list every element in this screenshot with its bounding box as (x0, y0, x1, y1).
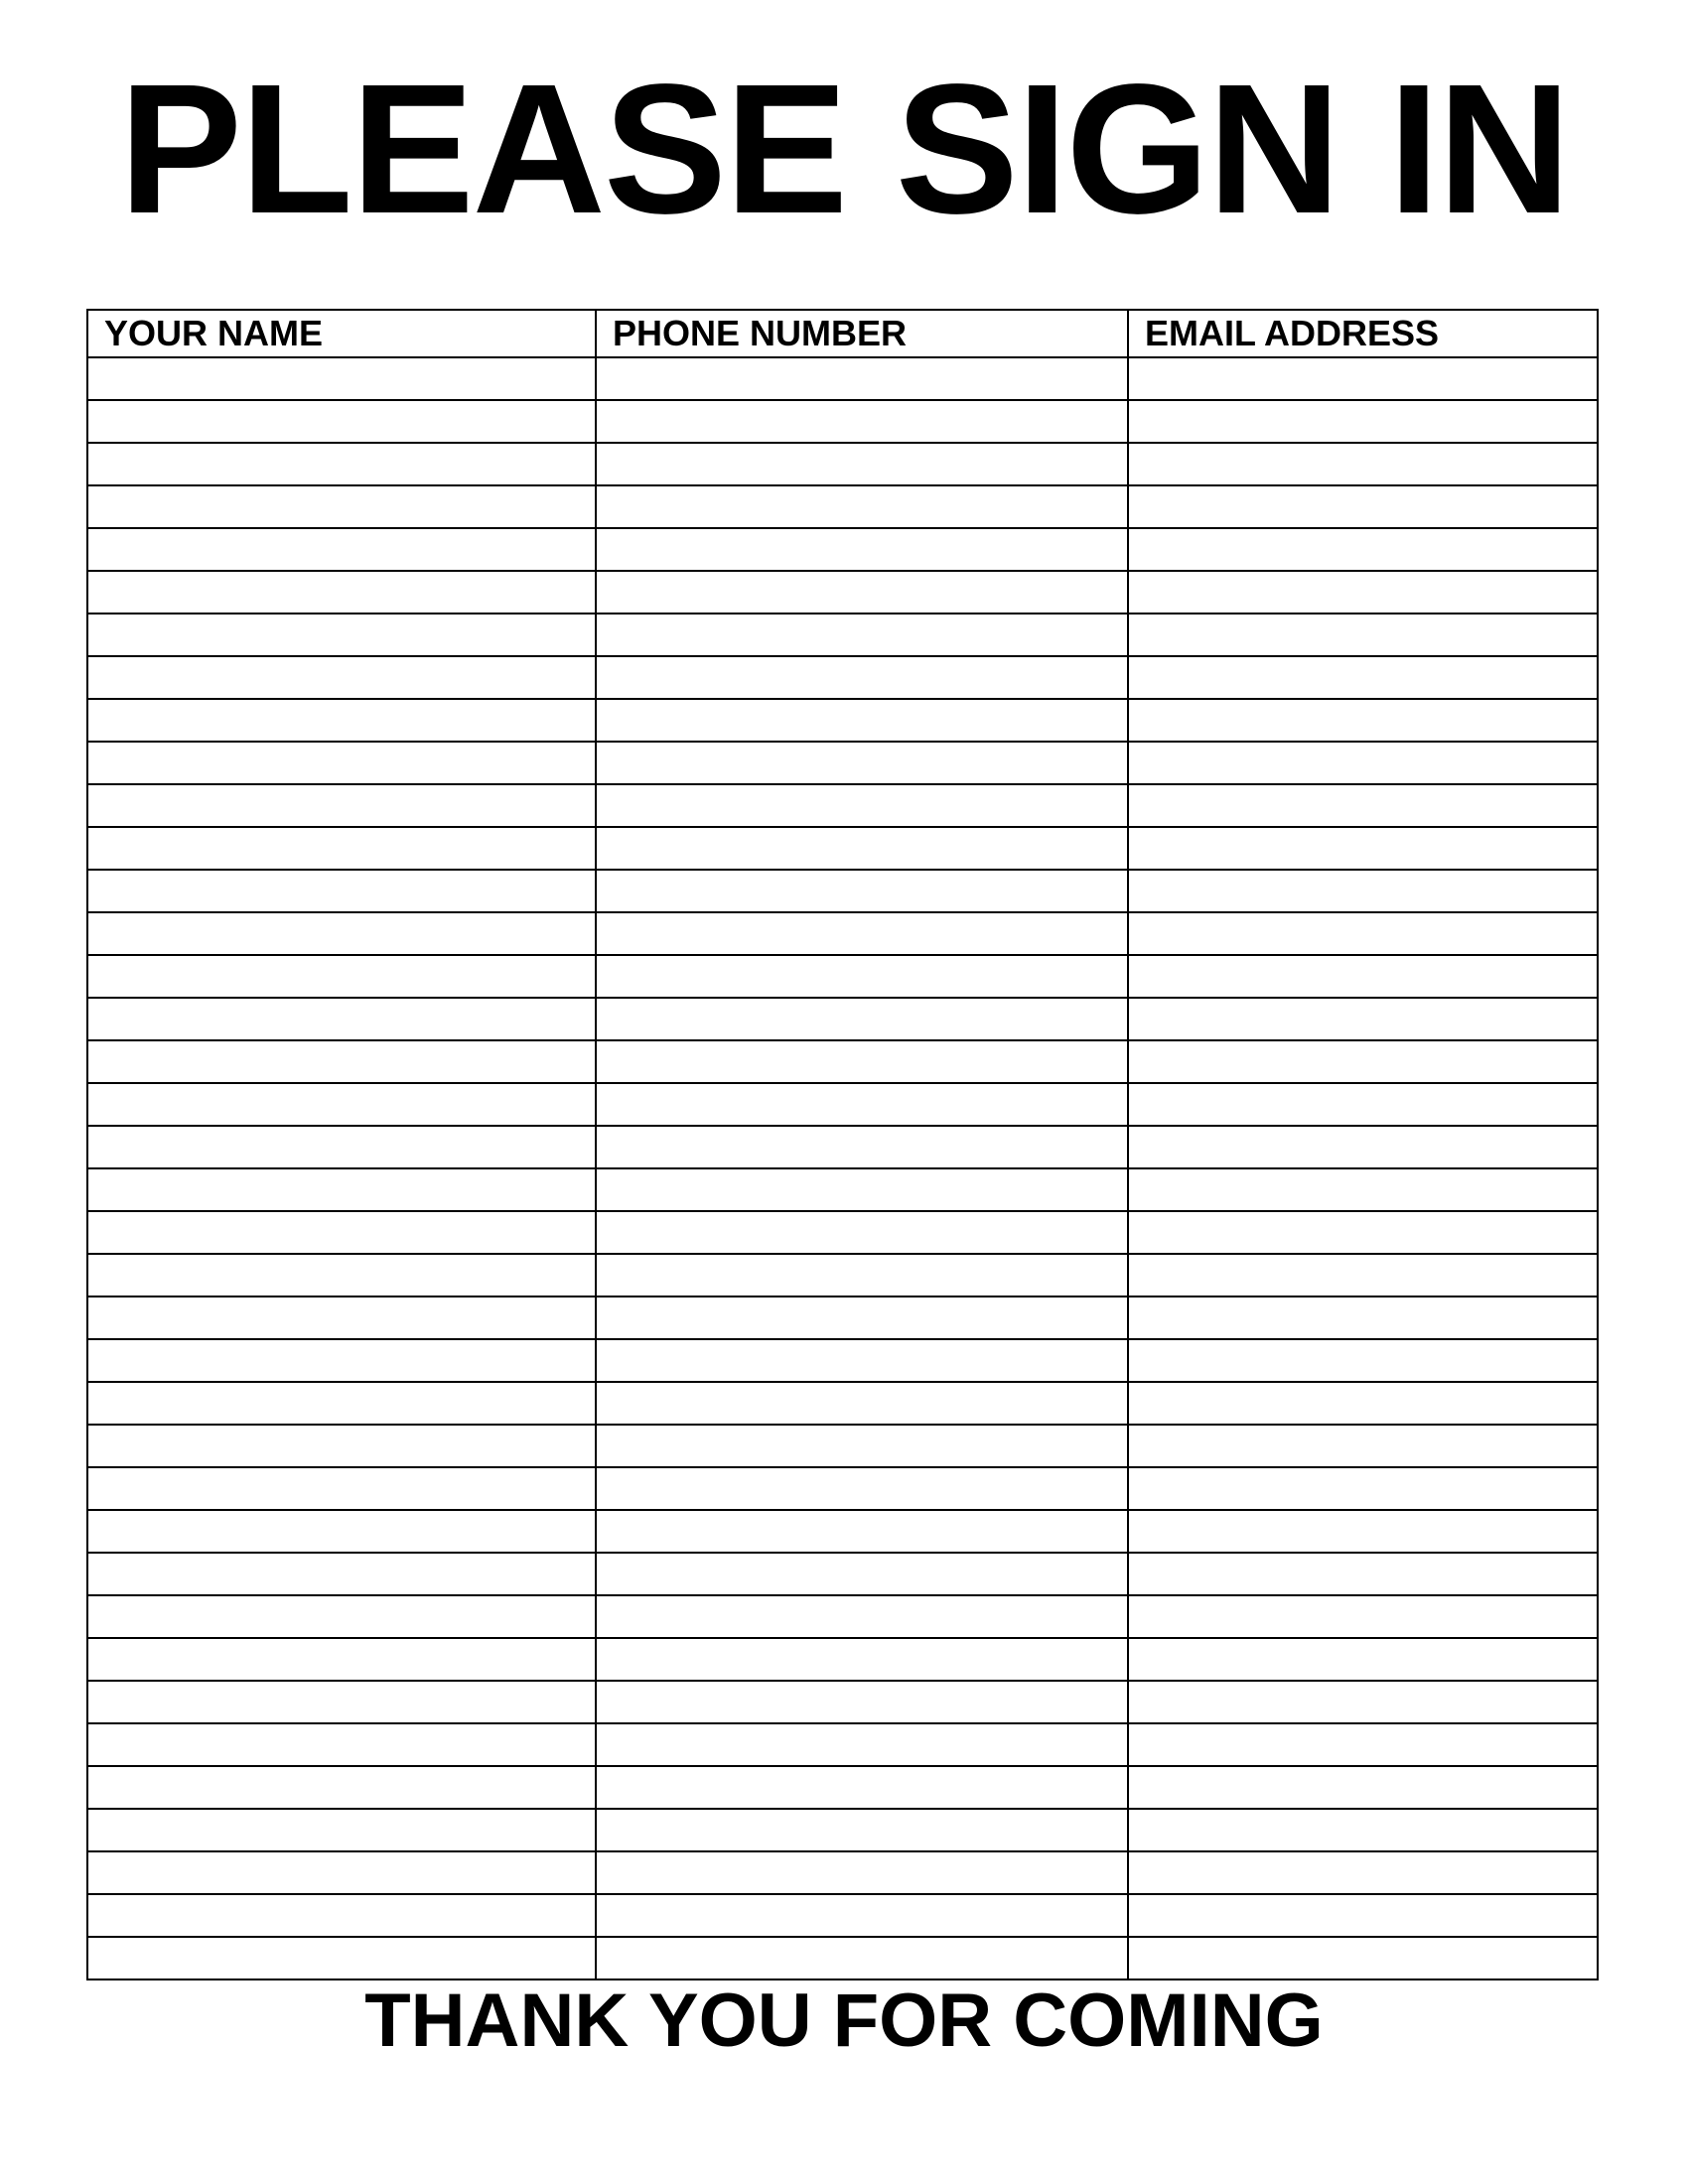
email-cell[interactable] (1128, 1553, 1598, 1595)
email-cell[interactable] (1128, 912, 1598, 955)
table-row (87, 357, 1598, 400)
email-cell[interactable] (1128, 656, 1598, 699)
email-cell[interactable] (1128, 443, 1598, 485)
name-cell[interactable] (87, 1681, 596, 1723)
email-cell[interactable] (1128, 357, 1598, 400)
email-cell[interactable] (1128, 742, 1598, 784)
email-cell[interactable] (1128, 1851, 1598, 1894)
name-cell[interactable] (87, 571, 596, 614)
name-cell[interactable] (87, 912, 596, 955)
phone-cell[interactable] (596, 1382, 1128, 1425)
email-cell[interactable] (1128, 614, 1598, 656)
table-row (87, 784, 1598, 827)
footer-message: THANK YOU FOR COMING (364, 1979, 1324, 2063)
phone-cell[interactable] (596, 1510, 1128, 1553)
table-row (87, 1766, 1598, 1809)
email-cell[interactable] (1128, 1297, 1598, 1339)
email-cell[interactable] (1128, 827, 1598, 870)
name-cell[interactable] (87, 955, 596, 998)
name-cell[interactable] (87, 1211, 596, 1254)
table-row (87, 1937, 1598, 1979)
phone-cell[interactable] (596, 443, 1128, 485)
phone-cell[interactable] (596, 1425, 1128, 1467)
phone-cell[interactable] (596, 1083, 1128, 1126)
email-cell[interactable] (1128, 870, 1598, 912)
phone-cell[interactable] (596, 400, 1128, 443)
table-row (87, 1254, 1598, 1297)
table-row (87, 400, 1598, 443)
table-row (87, 912, 1598, 955)
email-cell[interactable] (1128, 1809, 1598, 1851)
email-cell[interactable] (1128, 699, 1598, 742)
table-row (87, 1638, 1598, 1681)
table-row (87, 1894, 1598, 1937)
phone-cell[interactable] (596, 1723, 1128, 1766)
email-cell[interactable] (1128, 1937, 1598, 1979)
name-cell[interactable] (87, 1510, 596, 1553)
name-cell[interactable] (87, 400, 596, 443)
email-cell[interactable] (1128, 1467, 1598, 1510)
email-cell[interactable] (1128, 1638, 1598, 1681)
name-cell[interactable] (87, 1894, 596, 1937)
phone-cell[interactable] (596, 1126, 1128, 1168)
name-cell[interactable] (87, 1766, 596, 1809)
name-cell[interactable] (87, 1126, 596, 1168)
phone-cell[interactable] (596, 784, 1128, 827)
name-cell[interactable] (87, 1339, 596, 1382)
email-cell[interactable] (1128, 1425, 1598, 1467)
phone-cell[interactable] (596, 485, 1128, 528)
email-cell[interactable] (1128, 955, 1598, 998)
email-cell[interactable] (1128, 1681, 1598, 1723)
email-cell[interactable] (1128, 1126, 1598, 1168)
phone-cell[interactable] (596, 1339, 1128, 1382)
phone-cell[interactable] (596, 1894, 1128, 1937)
name-cell[interactable] (87, 1297, 596, 1339)
column-header-name: YOUR NAME (87, 310, 596, 357)
email-cell[interactable] (1128, 1168, 1598, 1211)
phone-cell[interactable] (596, 357, 1128, 400)
table-row (87, 1595, 1598, 1638)
table-row (87, 1297, 1598, 1339)
name-cell[interactable] (87, 656, 596, 699)
table-row (87, 1382, 1598, 1425)
phone-cell[interactable] (596, 1595, 1128, 1638)
table-row (87, 1809, 1598, 1851)
email-cell[interactable] (1128, 400, 1598, 443)
email-cell[interactable] (1128, 1083, 1598, 1126)
signin-table (86, 309, 1599, 1980)
table-row (87, 1083, 1598, 1126)
name-cell[interactable] (87, 1083, 596, 1126)
table-row (87, 443, 1598, 485)
phone-cell[interactable] (596, 742, 1128, 784)
header-row (87, 310, 1598, 357)
table-row (87, 571, 1598, 614)
email-cell[interactable] (1128, 1254, 1598, 1297)
table-row (87, 1723, 1598, 1766)
name-cell[interactable] (87, 485, 596, 528)
email-cell[interactable] (1128, 1339, 1598, 1382)
phone-cell[interactable] (596, 1809, 1128, 1851)
email-cell[interactable] (1128, 1382, 1598, 1425)
name-cell[interactable] (87, 1937, 596, 1979)
email-cell[interactable] (1128, 784, 1598, 827)
table-row (87, 699, 1598, 742)
name-cell[interactable] (87, 1467, 596, 1510)
table-row (87, 1126, 1598, 1168)
name-cell[interactable] (87, 827, 596, 870)
name-cell[interactable] (87, 742, 596, 784)
table-row (87, 528, 1598, 571)
table-row (87, 1040, 1598, 1083)
name-cell[interactable] (87, 443, 596, 485)
email-cell[interactable] (1128, 1510, 1598, 1553)
phone-cell[interactable] (596, 1168, 1128, 1211)
name-cell[interactable] (87, 1595, 596, 1638)
phone-cell[interactable] (596, 571, 1128, 614)
phone-cell[interactable] (596, 528, 1128, 571)
name-cell[interactable] (87, 1723, 596, 1766)
email-cell[interactable] (1128, 485, 1598, 528)
name-cell[interactable] (87, 699, 596, 742)
phone-cell[interactable] (596, 614, 1128, 656)
table-row (87, 1553, 1598, 1595)
name-cell[interactable] (87, 357, 596, 400)
phone-cell[interactable] (596, 955, 1128, 998)
table-row (87, 1510, 1598, 1553)
name-cell[interactable] (87, 1553, 596, 1595)
phone-cell[interactable] (596, 1297, 1128, 1339)
name-cell[interactable] (87, 1382, 596, 1425)
phone-cell[interactable] (596, 1254, 1128, 1297)
phone-cell[interactable] (596, 1851, 1128, 1894)
table-row (87, 1211, 1598, 1254)
phone-cell[interactable] (596, 1211, 1128, 1254)
table-row (87, 742, 1598, 784)
name-cell[interactable] (87, 1254, 596, 1297)
table-row (87, 1681, 1598, 1723)
phone-cell[interactable] (596, 656, 1128, 699)
email-cell[interactable] (1128, 1211, 1598, 1254)
table-row (87, 614, 1598, 656)
phone-cell[interactable] (596, 1937, 1128, 1979)
name-cell[interactable] (87, 528, 596, 571)
phone-cell[interactable] (596, 827, 1128, 870)
phone-cell[interactable] (596, 1467, 1128, 1510)
table-row (87, 485, 1598, 528)
name-cell[interactable] (87, 870, 596, 912)
email-cell[interactable] (1128, 1040, 1598, 1083)
email-cell[interactable] (1128, 571, 1598, 614)
table-row (87, 1851, 1598, 1894)
name-cell[interactable] (87, 614, 596, 656)
phone-cell[interactable] (596, 1638, 1128, 1681)
name-cell[interactable] (87, 1040, 596, 1083)
table-row (87, 1339, 1598, 1382)
email-cell[interactable] (1128, 1595, 1598, 1638)
table-row (87, 998, 1598, 1040)
phone-cell[interactable] (596, 998, 1128, 1040)
email-cell[interactable] (1128, 528, 1598, 571)
table-row (87, 1168, 1598, 1211)
name-cell[interactable] (87, 1425, 596, 1467)
table-row (87, 870, 1598, 912)
phone-cell[interactable] (596, 699, 1128, 742)
table-row (87, 827, 1598, 870)
column-header-email: EMAIL ADDRESS (1128, 310, 1598, 357)
column-header-phone: PHONE NUMBER (596, 310, 1128, 357)
phone-cell[interactable] (596, 1040, 1128, 1083)
table-row (87, 1467, 1598, 1510)
email-cell[interactable] (1128, 1723, 1598, 1766)
page-title: PLEASE SIGN IN (118, 47, 1570, 252)
name-cell[interactable] (87, 1168, 596, 1211)
email-cell[interactable] (1128, 1894, 1598, 1937)
name-cell[interactable] (87, 1851, 596, 1894)
name-cell[interactable] (87, 1809, 596, 1851)
email-cell[interactable] (1128, 1766, 1598, 1809)
table-row (87, 656, 1598, 699)
table-row (87, 955, 1598, 998)
phone-cell[interactable] (596, 912, 1128, 955)
phone-cell[interactable] (596, 1766, 1128, 1809)
name-cell[interactable] (87, 998, 596, 1040)
signin-rows (87, 357, 1598, 1979)
email-cell[interactable] (1128, 998, 1598, 1040)
phone-cell[interactable] (596, 1681, 1128, 1723)
name-cell[interactable] (87, 1638, 596, 1681)
name-cell[interactable] (87, 784, 596, 827)
phone-cell[interactable] (596, 870, 1128, 912)
phone-cell[interactable] (596, 1553, 1128, 1595)
table-row (87, 1425, 1598, 1467)
